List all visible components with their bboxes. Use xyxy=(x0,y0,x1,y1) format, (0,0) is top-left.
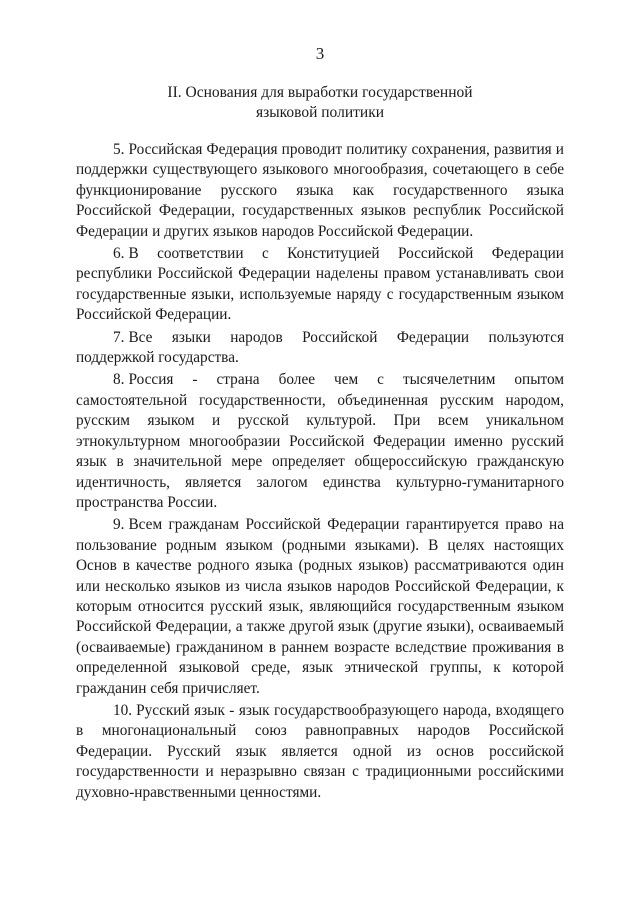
section-title xyxy=(60,83,580,123)
page-number: 3 xyxy=(315,44,325,63)
body-text xyxy=(76,140,564,805)
paragraph-text: Россия - страна более чем с тысячелетним опытом самостоятельной государственности, объединенная русским народом, русским языком и русской культурой. При всем уникальном этнокультурном многообразии Российской Федерации именно русский язык в значительной мере определяет общероссийскую гражданскую идентичность, является залогом единства культурно-гуманитарного пространства России. xyxy=(76,371,564,511)
section-title-line-2: языковой политики xyxy=(255,104,385,121)
paragraph-7 xyxy=(76,328,564,369)
paragraph-10 xyxy=(76,701,564,803)
paragraph-number: 8. xyxy=(113,371,125,389)
section-title-line-1: II. Основания для выработки государственной xyxy=(167,84,473,101)
paragraph-number: 9. xyxy=(113,516,125,534)
paragraph-text: Российская Федерация проводит политику сохранения, развития и поддержки существующего языкового многообразия, сочетающего в себе функционирование русского языка как государственного языка Российской Федерации, государственных языков республик Российской Федерации и других языков народов Российской Федерации. xyxy=(76,141,564,240)
paragraph-number: 7. xyxy=(113,328,125,346)
paragraph-6 xyxy=(76,244,564,326)
paragraph-number: 6. xyxy=(113,245,125,263)
paragraph-text: Всем гражданам Российской Федерации гарантируется право на пользование родным языком (родными языками). В целях настоящих Основ в качестве родного языка (родных языков) рассматриваются один или несколько языков из числа языков народов Российской Федерации, к которым относится русский язык, являющийся государственным языком Российской Федерации, а также другой язык (другие языки), осваиваемый (осваиваемые) гражданином в раннем возрасте вследствие проживания в определенной языковой среде, язык этнической группы, к которой гражданин себя причисляет. xyxy=(76,516,564,697)
paragraph-number: 5. xyxy=(113,141,125,158)
paragraph-8 xyxy=(76,370,564,513)
paragraph-5 xyxy=(76,140,564,242)
paragraph-text: В соответствии с Конституцией Российской Федерации республики Российской Федерации наделены правом устанавливать свои государственные языки, используемые наряду с государственным языком Российской Федерации. xyxy=(76,245,564,324)
paragraph-text: Все языки народов Российской Федерации пользуются поддержкой государства. xyxy=(76,328,564,367)
paragraph-number: 10. xyxy=(113,701,133,719)
paragraph-text: Русский язык - язык государствообразующего народа, входящего в многонациональный союз равноправных народов Российской Федерации. Русский язык является одной из основ российской государственности и неразрывно связан с традиционными российскими духовно-нравственными ценностями. xyxy=(76,701,564,801)
paragraph-9 xyxy=(76,515,564,699)
